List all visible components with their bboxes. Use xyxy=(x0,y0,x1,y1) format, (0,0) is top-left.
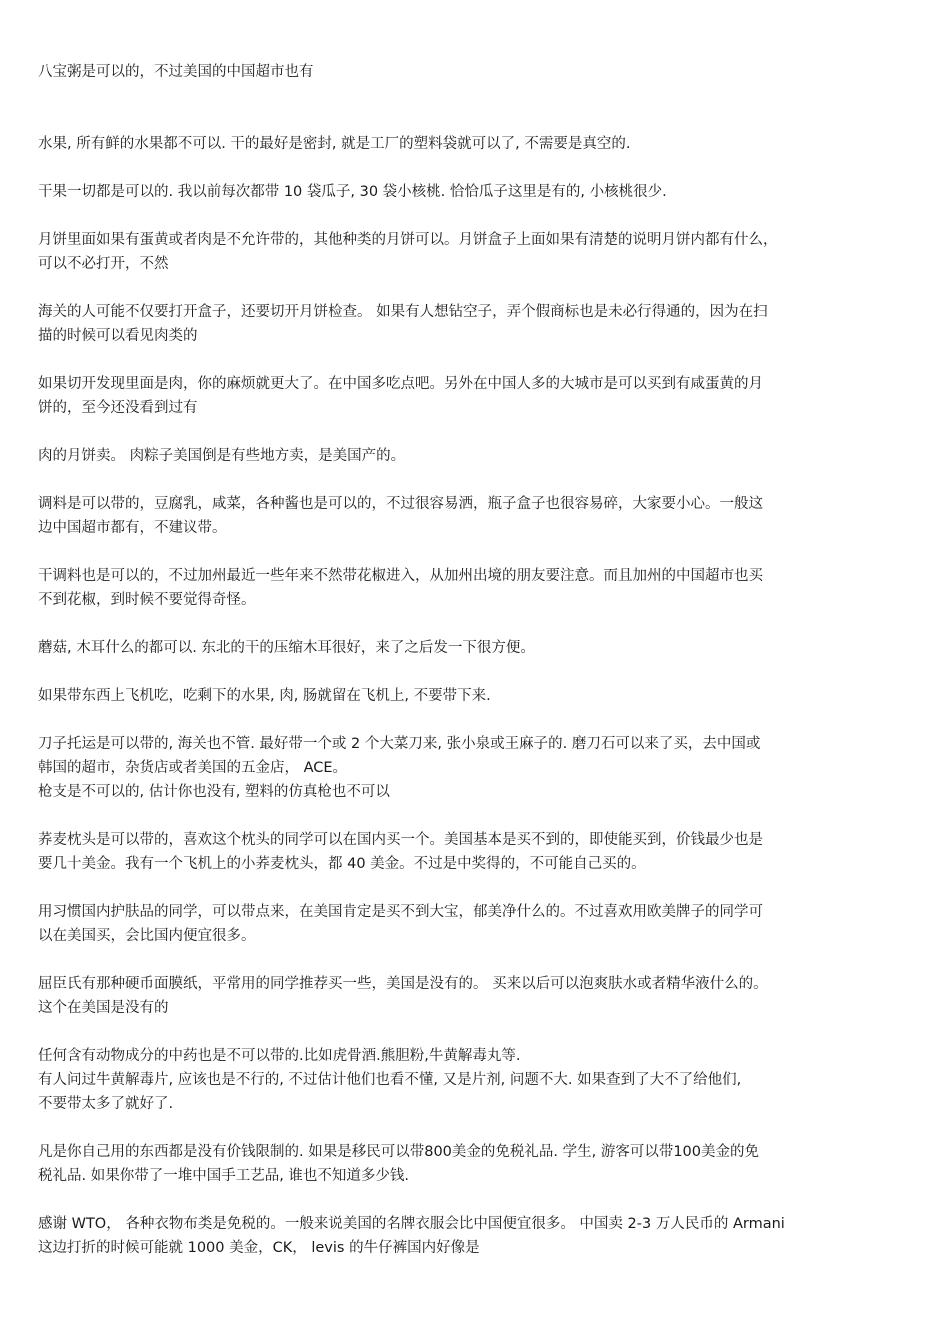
paragraph-mushroom xyxy=(38,636,888,660)
text-line: 以在美国买，会比国内便宜很多。 xyxy=(38,928,256,944)
paragraph-clothing xyxy=(38,1212,888,1260)
text-line: 韩国的超市，杂货店或者美国的五金店， ACE。 xyxy=(38,760,348,776)
paragraph-mooncake-1 xyxy=(38,228,888,276)
text-line: 水果, 所有鲜的水果都不可以. 干的最好是密封, 就是工厂的塑料袋就可以了, 不需要是真空的. xyxy=(38,136,631,152)
paragraph-dried-fruit xyxy=(38,180,888,204)
text-line: 刀子托运是可以带的, 海关也不管. 最好带一个或 2 个大菜刀来, 张小泉或王麻子的. 磨刀石可以来了买，去中国或 xyxy=(38,736,761,752)
text-line: 如果带东西上飞机吃，吃剩下的水果, 肉, 肠就留在飞机上, 不要带下来. xyxy=(38,688,491,704)
text-line: 不到花椒，到时候不要觉得奇怪。 xyxy=(38,592,256,608)
text-line: 肉的月饼卖。 肉粽子美国倒是有些地方卖，是美国产的。 xyxy=(38,448,406,464)
text-line: 海关的人可能不仅要打开盒子，还要切开月饼检查。 如果有人想钻空子，弄个假商标也是未必行得通的，因为在扫 xyxy=(38,304,768,320)
paragraph-mooncake-3 xyxy=(38,372,888,420)
paragraph-dry-seasoning xyxy=(38,564,888,612)
text-line: 调料是可以带的，豆腐乳，咸菜，各种酱也是可以的，不过很容易洒，瓶子盒子也很容易碎，大家要小心。一般这 xyxy=(38,496,763,512)
text-line: 枪支是不可以的, 估计你也没有, 塑料的仿真枪也不可以 xyxy=(38,784,390,800)
text-line: 这个在美国是没有的 xyxy=(38,1000,169,1016)
text-line: 描的时候可以看见肉类的 xyxy=(38,328,198,344)
paragraph-skincare xyxy=(38,900,888,948)
text-line: 蘑菇, 木耳什么的都可以. 东北的干的压缩木耳很好，来了之后发一下很方便。 xyxy=(38,640,535,656)
text-line: 荞麦枕头是可以带的，喜欢这个枕头的同学可以在国内买一个。美国基本是买不到的，即使能买到，价钱最少也是 xyxy=(38,832,763,848)
paragraph-mooncake-2 xyxy=(38,300,888,348)
text-line: 边中国超市都有，不建议带。 xyxy=(38,520,227,536)
paragraph-babaozhou xyxy=(38,60,888,84)
paragraph-mooncake-4 xyxy=(38,444,888,468)
text-line: 不要带太多了就好了. xyxy=(38,1096,174,1112)
text-line: 屈臣氏有那种硬币面膜纸，平常用的同学推荐买一些，美国是没有的。 买来以后可以泡爽肤水或者精华液什么的。 xyxy=(38,976,768,992)
text-line: 如果切开发现里面是肉，你的麻烦就更大了。在中国多吃点吧。另外在中国人多的大城市是可以买到有咸蛋黄的月 xyxy=(38,376,763,392)
paragraph-duty-free xyxy=(38,1140,888,1188)
text-line: 干调料也是可以的，不过加州最近一些年来不然带花椒进入，从加州出境的朋友要注意。而且加州的中国超市也买 xyxy=(38,568,763,584)
paragraph-airplane-food xyxy=(38,684,888,708)
text-line: 干果一切都是可以的. 我以前每次都带 10 袋瓜子, 30 袋小核桃. 恰恰瓜子这里是有的, 小核桃很少. xyxy=(38,184,667,200)
text-line: 饼的，至今还没看到过有 xyxy=(38,400,198,416)
text-line: 这边打折的时候可能就 1000 美金，CK， levis 的牛仔裤国内好像是 xyxy=(38,1240,480,1256)
text-line: 感谢 WTO， 各种衣物布类是免税的。一般来说美国的名牌衣服会比中国便宜很多。 中国卖 2-3 万人民币的 Armani xyxy=(38,1216,785,1232)
paragraph-knives xyxy=(38,732,888,804)
text-line: 税礼品. 如果你带了一堆中国手工艺品, 谁也不知道多少钱. xyxy=(38,1168,410,1184)
paragraph-fruit xyxy=(38,132,888,156)
text-line: 凡是你自己用的东西都是没有价钱限制的. 如果是移民可以带800美金的免税礼品. 学生, 游客可以带100美金的免 xyxy=(38,1144,760,1160)
text-line: 有人问过牛黄解毒片, 应该也是不行的, 不过估计他们也看不懂, 又是片剂, 问题不大. 如果查到了大不了给他们, xyxy=(38,1072,742,1088)
text-line: 任何含有动物成分的中药也是不可以带的.比如虎骨酒.熊胆粉,牛黄解毒丸等. xyxy=(38,1048,521,1064)
paragraph-seasoning xyxy=(38,492,888,540)
text-line: 月饼里面如果有蛋黄或者肉是不允许带的，其他种类的月饼可以。月饼盒子上面如果有清楚的说明月饼内都有什么， xyxy=(38,232,778,248)
text-line: 用习惯国内护肤品的同学，可以带点来，在美国肯定是买不到大宝，郁美净什么的。不过喜欢用欧美牌子的同学可 xyxy=(38,904,763,920)
paragraph-medicine xyxy=(38,1044,888,1116)
text-line: 八宝粥是可以的，不过美国的中国超市也有 xyxy=(38,64,314,80)
paragraph-pillow xyxy=(38,828,888,876)
text-line: 要几十美金。我有一个飞机上的小荞麦枕头，都 40 美金。不过是中奖得的，不可能自己买的。 xyxy=(38,856,646,872)
text-line: 可以不必打开，不然 xyxy=(38,256,169,272)
paragraph-facemask xyxy=(38,972,888,1020)
